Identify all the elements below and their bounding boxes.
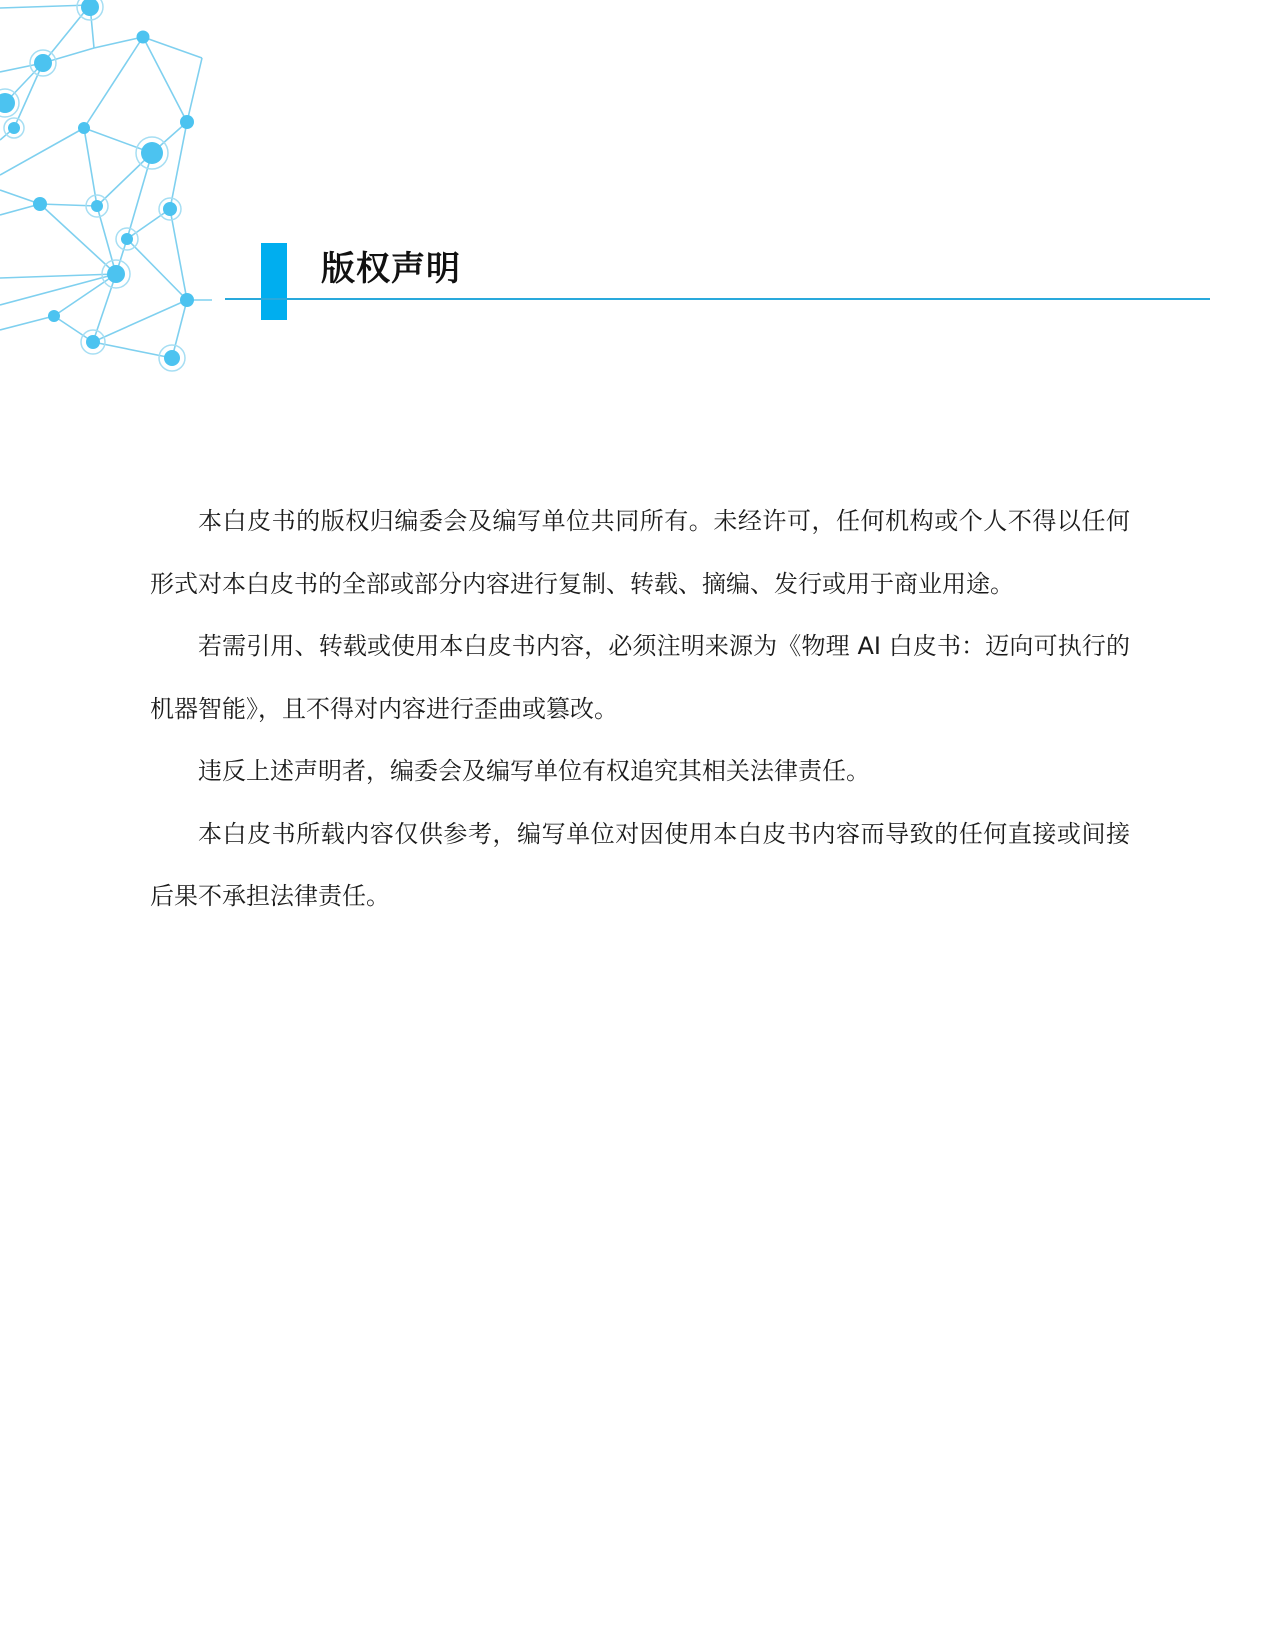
heading-underline bbox=[225, 298, 1210, 300]
copyright-body bbox=[150, 490, 1130, 928]
network-graph-icon bbox=[0, 0, 230, 400]
paragraph-disclaimer: 本白皮书所载内容仅供参考，编写单位对因使用本白皮书内容而导致的任何直接或间接后果不承担法律责任。 bbox=[150, 819, 1130, 910]
paragraph-citation-requirement: 若需引用、转载或使用本白皮书内容，必须注明来源为《物理 AI 白皮书：迈向可执行的机器智能》，且不得对内容进行歪曲或篡改。 bbox=[150, 632, 1130, 723]
heading-accent-bar bbox=[261, 243, 287, 320]
page-title: 版权声明 bbox=[321, 249, 461, 289]
paragraph-legal-liability: 违反上述声明者，编委会及编写单位有权追究其相关法律责任。 bbox=[198, 757, 870, 785]
paragraph-copyright-ownership: 本白皮书的版权归编委会及编写单位共同所有。未经许可，任何机构或个人不得以任何形式对本白皮书的全部或部分内容进行复制、转载、摘编、发行或用于商业用途。 bbox=[150, 507, 1130, 598]
section-heading bbox=[225, 243, 1210, 323]
